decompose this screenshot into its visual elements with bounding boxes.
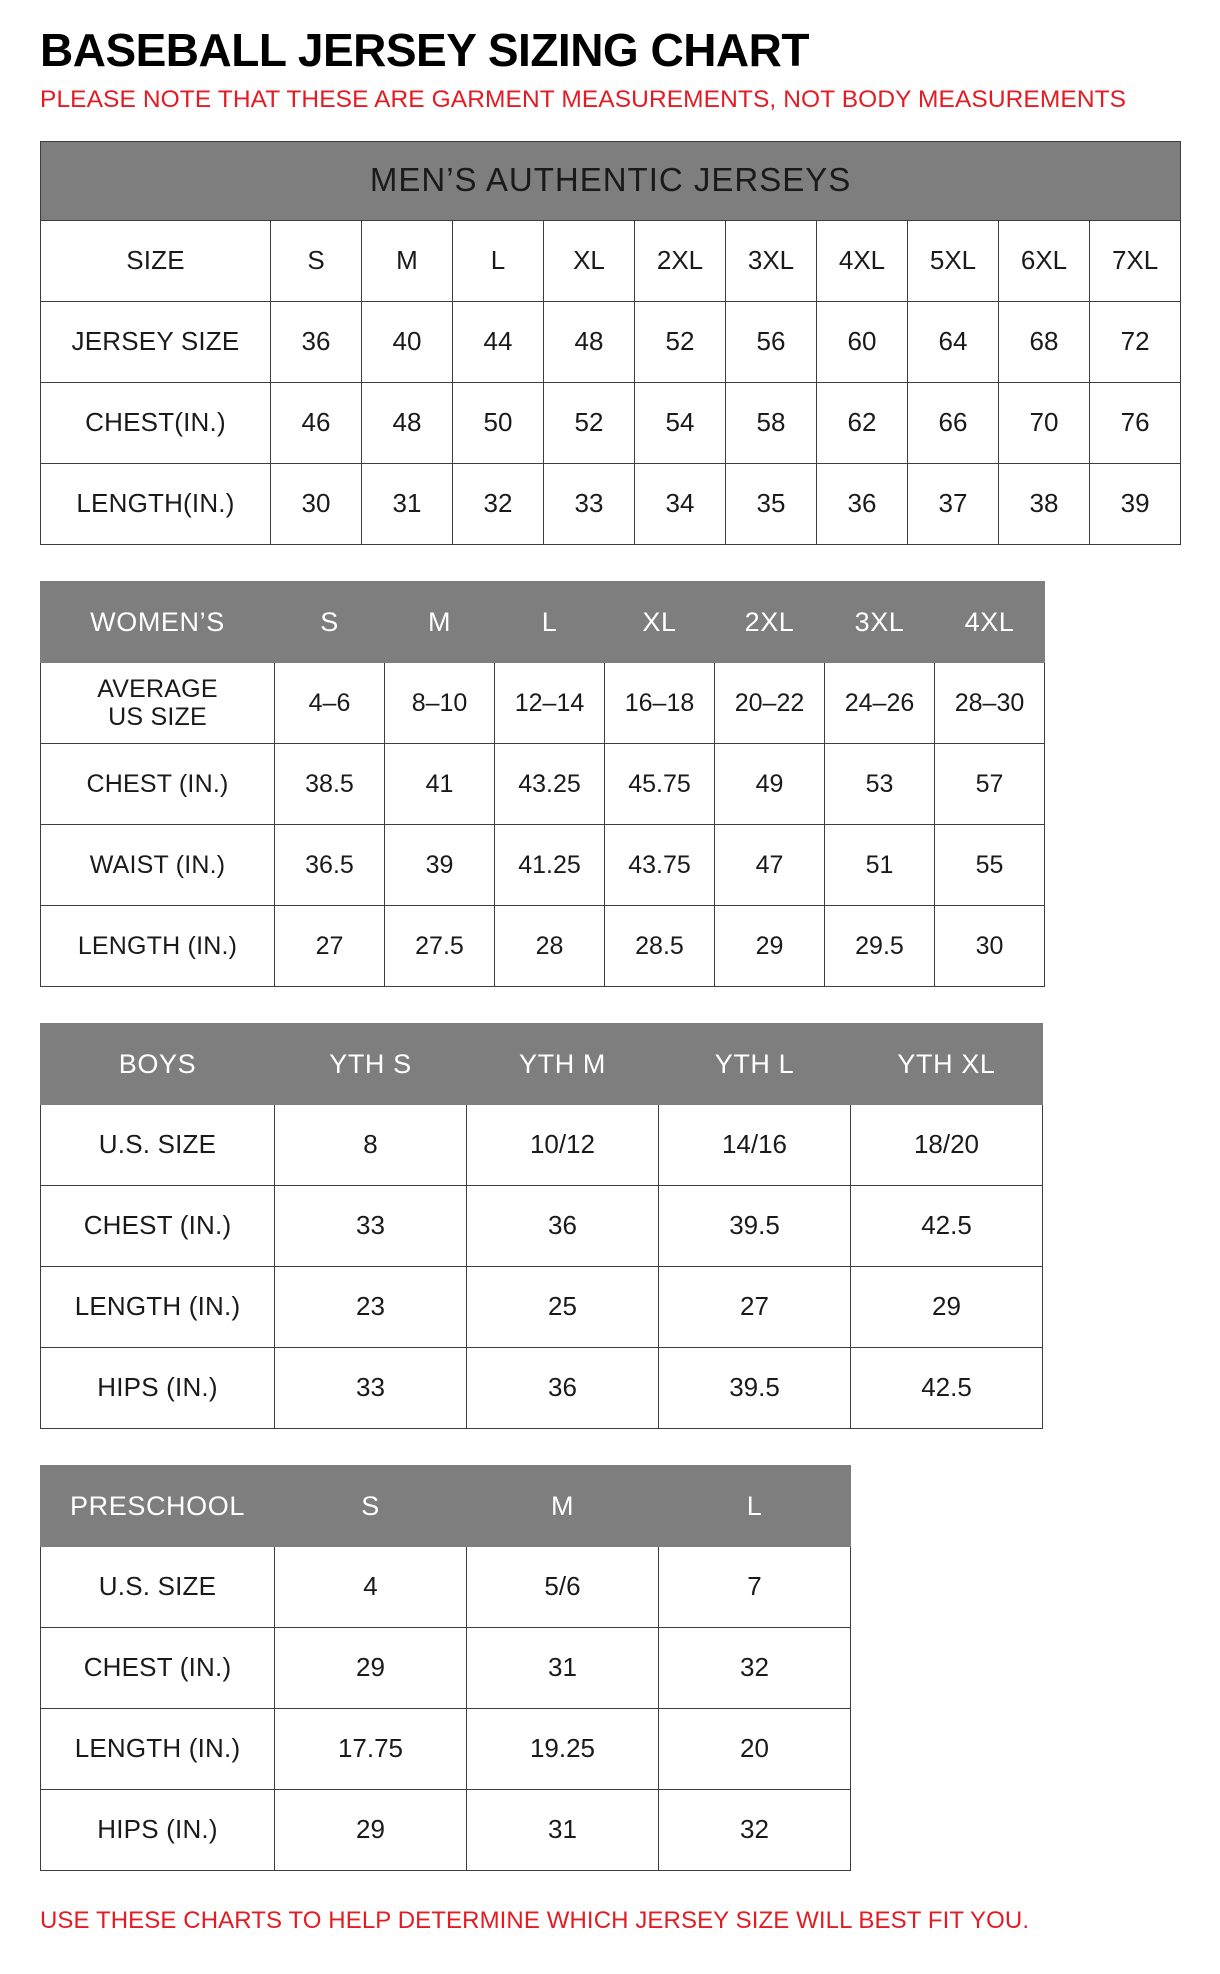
boys-size-yth-s: YTH S	[275, 1023, 467, 1104]
preschool-label: PRESCHOOL	[41, 1465, 275, 1546]
cell: 64	[908, 301, 999, 382]
boys-row-label-chest: CHEST (IN.)	[41, 1185, 275, 1266]
cell: 39	[385, 824, 495, 905]
mens-size-2xl: 2XL	[635, 220, 726, 301]
preschool-row-label-us-size: U.S. SIZE	[41, 1546, 275, 1627]
cell: 53	[825, 743, 935, 824]
cell: 72	[1090, 301, 1181, 382]
cell: 57	[935, 743, 1045, 824]
cell: 43.25	[495, 743, 605, 824]
table-row	[41, 662, 1045, 743]
cell: 36	[467, 1185, 659, 1266]
cell: 36	[467, 1347, 659, 1428]
cell: 28–30	[935, 662, 1045, 743]
cell: 29	[851, 1266, 1043, 1347]
womens-label-line2: US SIZE	[108, 702, 207, 731]
cell: 4	[275, 1546, 467, 1627]
womens-size-2xl: 2XL	[715, 581, 825, 662]
mens-size-xl: XL	[544, 220, 635, 301]
boys-size-table	[40, 1023, 1043, 1429]
cell: 7	[659, 1546, 851, 1627]
cell: 49	[715, 743, 825, 824]
table-row	[41, 743, 1045, 824]
cell: 34	[635, 463, 726, 544]
womens-row-label-average-us-size	[41, 662, 275, 743]
cell: 44	[453, 301, 544, 382]
cell: 38	[999, 463, 1090, 544]
cell: 33	[544, 463, 635, 544]
cell: 29	[275, 1789, 467, 1870]
mens-banner-row	[41, 141, 1181, 220]
table-row	[41, 1347, 1043, 1428]
cell: 31	[467, 1627, 659, 1708]
cell: 39	[1090, 463, 1181, 544]
cell: 62	[817, 382, 908, 463]
mens-banner: MEN’S AUTHENTIC JERSEYS	[41, 141, 1181, 220]
womens-label-line1: AVERAGE	[97, 674, 218, 703]
cell: 66	[908, 382, 999, 463]
cell: 8	[275, 1104, 467, 1185]
womens-size-s: S	[275, 581, 385, 662]
mens-row-label-jersey-size: JERSEY SIZE	[41, 301, 271, 382]
cell: 68	[999, 301, 1090, 382]
footer-note: USE THESE CHARTS TO HELP DETERMINE WHICH JERSEY SIZE WILL BEST FIT YOU.	[40, 1906, 1030, 1934]
preschool-header-row	[41, 1465, 851, 1546]
boys-size-yth-l: YTH L	[659, 1023, 851, 1104]
table-row	[41, 1789, 851, 1870]
cell: 41	[385, 743, 495, 824]
preschool-row-label-chest: CHEST (IN.)	[41, 1627, 275, 1708]
cell: 27	[275, 905, 385, 986]
cell: 32	[659, 1789, 851, 1870]
cell: 76	[1090, 382, 1181, 463]
cell: 70	[999, 382, 1090, 463]
cell: 29	[275, 1627, 467, 1708]
mens-row-label-length: LENGTH(IN.)	[41, 463, 271, 544]
boys-row-label-us-size: U.S. SIZE	[41, 1104, 275, 1185]
cell: 51	[825, 824, 935, 905]
cell: 50	[453, 382, 544, 463]
preschool-row-label-length: LENGTH (IN.)	[41, 1708, 275, 1789]
cell: 41.25	[495, 824, 605, 905]
womens-size-3xl: 3XL	[825, 581, 935, 662]
cell: 43.75	[605, 824, 715, 905]
cell: 16–18	[605, 662, 715, 743]
cell: 39.5	[659, 1185, 851, 1266]
womens-header-row	[41, 581, 1045, 662]
boys-row-label-hips: HIPS (IN.)	[41, 1347, 275, 1428]
cell: 30	[935, 905, 1045, 986]
womens-size-m: M	[385, 581, 495, 662]
cell: 12–14	[495, 662, 605, 743]
womens-size-table	[40, 581, 1045, 987]
cell: 54	[635, 382, 726, 463]
cell: 52	[635, 301, 726, 382]
cell: 42.5	[851, 1347, 1043, 1428]
cell: 28	[495, 905, 605, 986]
mens-size-header-row	[41, 220, 1181, 301]
preschool-size-s: S	[275, 1465, 467, 1546]
cell: 35	[726, 463, 817, 544]
cell: 56	[726, 301, 817, 382]
cell: 38.5	[275, 743, 385, 824]
boys-label: BOYS	[41, 1023, 275, 1104]
table-row	[41, 824, 1045, 905]
mens-size-l: L	[453, 220, 544, 301]
preschool-size-l: L	[659, 1465, 851, 1546]
boys-row-label-length: LENGTH (IN.)	[41, 1266, 275, 1347]
cell: 23	[275, 1266, 467, 1347]
cell: 29.5	[825, 905, 935, 986]
cell: 19.25	[467, 1708, 659, 1789]
cell: 39.5	[659, 1347, 851, 1428]
cell: 55	[935, 824, 1045, 905]
cell: 31	[362, 463, 453, 544]
mens-size-6xl: 6XL	[999, 220, 1090, 301]
cell: 28.5	[605, 905, 715, 986]
table-row	[41, 1104, 1043, 1185]
womens-size-l: L	[495, 581, 605, 662]
cell: 45.75	[605, 743, 715, 824]
cell: 18/20	[851, 1104, 1043, 1185]
cell: 30	[271, 463, 362, 544]
cell: 32	[659, 1627, 851, 1708]
preschool-size-table	[40, 1465, 851, 1871]
cell: 33	[275, 1347, 467, 1428]
womens-size-xl: XL	[605, 581, 715, 662]
cell: 36	[271, 301, 362, 382]
cell: 48	[544, 301, 635, 382]
table-row	[41, 1266, 1043, 1347]
cell: 40	[362, 301, 453, 382]
cell: 33	[275, 1185, 467, 1266]
mens-size-7xl: 7XL	[1090, 220, 1181, 301]
cell: 36.5	[275, 824, 385, 905]
cell: 27	[659, 1266, 851, 1347]
cell: 42.5	[851, 1185, 1043, 1266]
cell: 48	[362, 382, 453, 463]
boys-header-row	[41, 1023, 1043, 1104]
cell: 32	[453, 463, 544, 544]
cell: 52	[544, 382, 635, 463]
cell: 20	[659, 1708, 851, 1789]
mens-row-label-chest: CHEST(IN.)	[41, 382, 271, 463]
mens-size-table	[40, 141, 1181, 545]
cell: 58	[726, 382, 817, 463]
cell: 20–22	[715, 662, 825, 743]
preschool-row-label-hips: HIPS (IN.)	[41, 1789, 275, 1870]
cell: 29	[715, 905, 825, 986]
cell: 31	[467, 1789, 659, 1870]
table-row	[41, 1627, 851, 1708]
cell: 8–10	[385, 662, 495, 743]
mens-size-s: S	[271, 220, 362, 301]
cell: 14/16	[659, 1104, 851, 1185]
cell: 47	[715, 824, 825, 905]
cell: 27.5	[385, 905, 495, 986]
table-row	[41, 905, 1045, 986]
womens-row-label-chest: CHEST (IN.)	[41, 743, 275, 824]
mens-size-3xl: 3XL	[726, 220, 817, 301]
cell: 60	[817, 301, 908, 382]
table-row	[41, 1546, 851, 1627]
womens-size-4xl: 4XL	[935, 581, 1045, 662]
table-row	[41, 463, 1181, 544]
cell: 24–26	[825, 662, 935, 743]
table-row	[41, 382, 1181, 463]
page-title: BASEBALL JERSEY SIZING CHART	[40, 24, 809, 76]
cell: 4–6	[275, 662, 385, 743]
cell: 37	[908, 463, 999, 544]
measurement-note: PLEASE NOTE THAT THESE ARE GARMENT MEASUREMENTS, NOT BODY MEASUREMENTS	[40, 85, 1127, 113]
table-row	[41, 1185, 1043, 1266]
mens-size-4xl: 4XL	[817, 220, 908, 301]
mens-size-label: SIZE	[41, 220, 271, 301]
cell: 25	[467, 1266, 659, 1347]
cell: 46	[271, 382, 362, 463]
womens-label: WOMEN’S	[41, 581, 275, 662]
preschool-size-m: M	[467, 1465, 659, 1546]
cell: 17.75	[275, 1708, 467, 1789]
boys-size-yth-m: YTH M	[467, 1023, 659, 1104]
womens-row-label-waist: WAIST (IN.)	[41, 824, 275, 905]
boys-size-yth-xl: YTH XL	[851, 1023, 1043, 1104]
cell: 5/6	[467, 1546, 659, 1627]
table-row	[41, 301, 1181, 382]
mens-size-m: M	[362, 220, 453, 301]
cell: 36	[817, 463, 908, 544]
womens-row-label-length: LENGTH (IN.)	[41, 905, 275, 986]
cell: 10/12	[467, 1104, 659, 1185]
mens-size-5xl: 5XL	[908, 220, 999, 301]
table-row	[41, 1708, 851, 1789]
